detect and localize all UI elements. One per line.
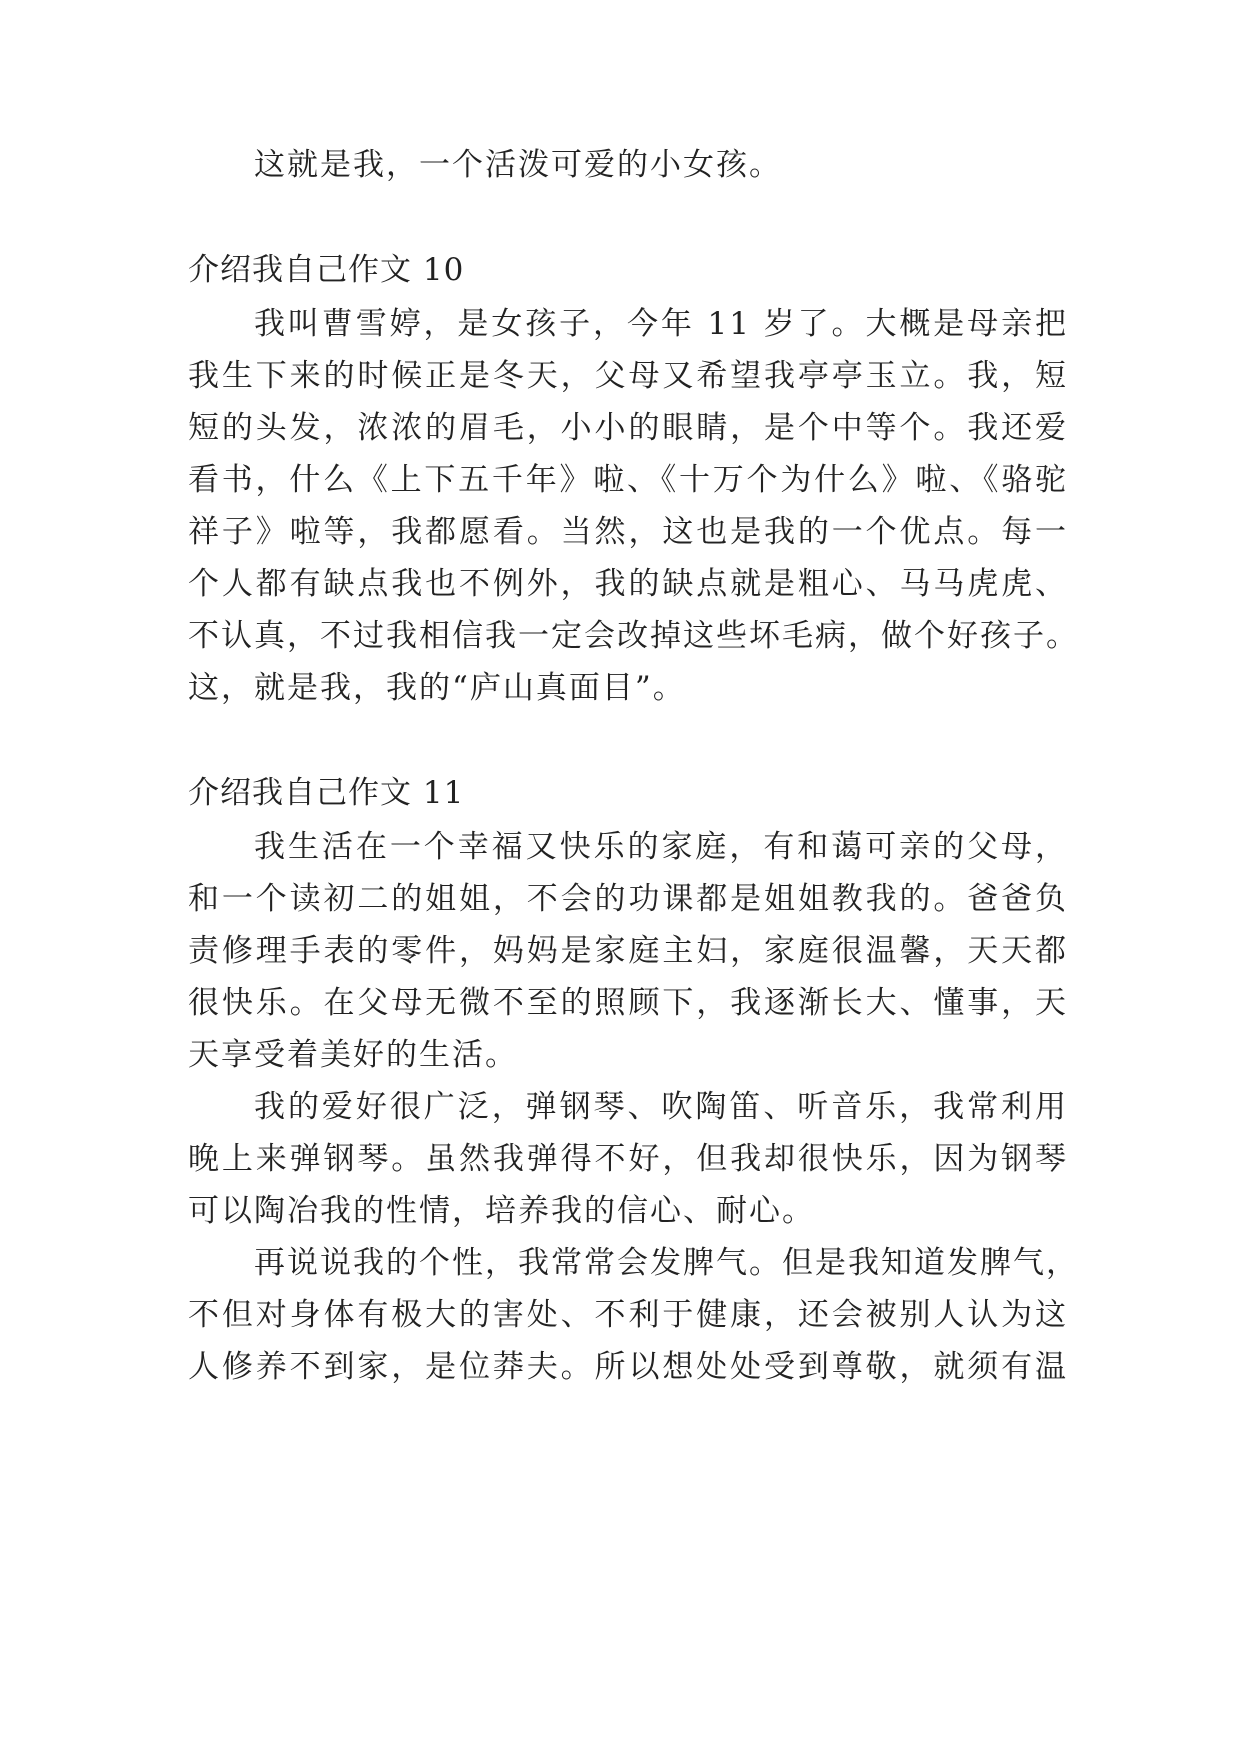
paragraph-line: 看书，什么《上下五千年》啦、《十万个为什么》啦、《骆驼 (188, 462, 1068, 498)
paragraph-line: 这，就是我，我的“庐山真面目”。 (188, 670, 686, 706)
document-page (188, 0, 1079, 1754)
paragraph-line: 我的爱好很广泛，弹钢琴、吹陶笛、听音乐，我常利用 (254, 1089, 1068, 1125)
paragraph-line: 和一个读初二的姐姐，不会的功课都是姐姐教我的。爸爸负 (188, 881, 1068, 917)
paragraph-line: 祥子》啦等，我都愿看。当然，这也是我的一个优点。每一 (188, 514, 1068, 550)
paragraph-line: 再说说我的个性，我常常会发脾气。但是我知道发脾气， (254, 1245, 1079, 1281)
paragraph-line: 责修理手表的零件，妈妈是家庭主妇，家庭很温馨，天天都 (188, 933, 1068, 969)
paragraph-line: 不但对身体有极大的害处、不利于健康，还会被别人认为这 (188, 1297, 1068, 1333)
paragraph-line: 个人都有缺点我也不例外，我的缺点就是粗心、马马虎虎、 (188, 566, 1068, 602)
paragraph-line: 我叫曹雪婷，是女孩子，今年 11 岁了。大概是母亲把 (254, 306, 1068, 342)
section-heading: 介绍我自己作文 11 (188, 775, 465, 811)
paragraph-line: 我生活在一个幸福又快乐的家庭，有和蔼可亲的父母， (254, 829, 1068, 865)
paragraph-line: 人修养不到家，是位莽夫。所以想处处受到尊敬，就须有温 (188, 1349, 1068, 1385)
paragraph-line: 天享受着美好的生活。 (188, 1037, 518, 1073)
paragraph-line: 不认真，不过我相信我一定会改掉这些坏毛病，做个好孩子。 (188, 618, 1079, 654)
paragraph-line: 晚上来弹钢琴。虽然我弹得不好，但我却很快乐，因为钢琴 (188, 1141, 1068, 1177)
paragraph-line: 可以陶冶我的性情，培养我的信心、耐心。 (188, 1193, 815, 1229)
paragraph-line: 很快乐。在父母无微不至的照顾下，我逐渐长大、懂事，天 (188, 985, 1068, 1021)
paragraph-line: 这就是我，一个活泼可爱的小女孩。 (254, 147, 782, 183)
paragraph-line: 我生下来的时候正是冬天，父母又希望我亭亭玉立。我，短 (188, 358, 1068, 394)
paragraph-line: 短的头发，浓浓的眉毛，小小的眼睛，是个中等个。我还爱 (188, 410, 1068, 446)
section-heading: 介绍我自己作文 10 (188, 252, 465, 288)
